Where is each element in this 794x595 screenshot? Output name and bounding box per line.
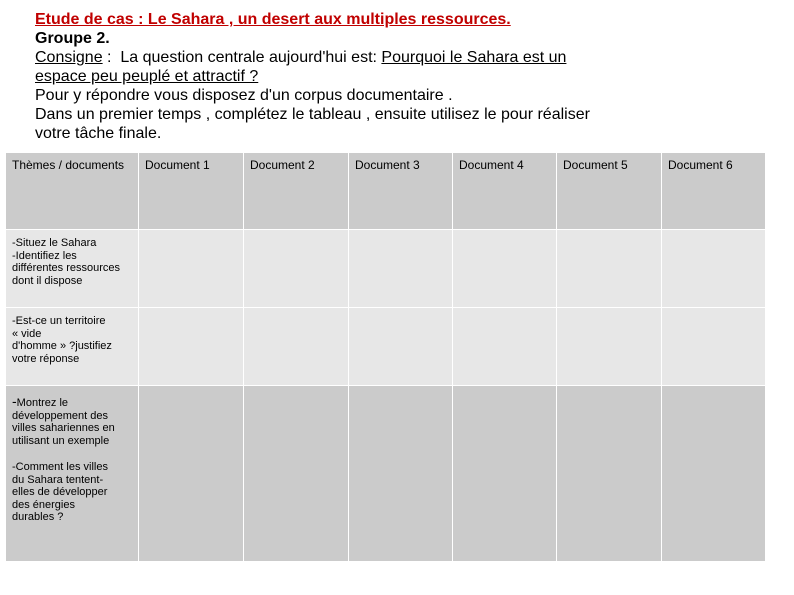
theme-line: durables ? — [12, 511, 64, 523]
document-title: Etude de cas : Le Sahara , un desert aux multiples ressources. — [35, 11, 511, 28]
task-instruction-2: votre tâche finale. — [35, 125, 162, 142]
table-row — [6, 308, 766, 386]
theme-line: -Identifiez les — [12, 249, 77, 262]
group-label: Groupe 2. — [35, 30, 110, 47]
column-header-document-6: Document 6 — [662, 153, 766, 230]
theme-cell-1 — [6, 230, 139, 308]
answer-cell[interactable] — [349, 230, 453, 308]
column-header-document-3: Document 3 — [349, 153, 453, 230]
answer-cell[interactable] — [349, 386, 453, 562]
theme-line: « vide — [12, 327, 42, 340]
consigne-separator: : La question centrale aujourd'hui est: — [102, 49, 382, 66]
answer-cell[interactable] — [349, 308, 453, 386]
answer-cell[interactable] — [139, 386, 244, 562]
theme-line: elles de développer — [12, 486, 108, 498]
answer-cell[interactable] — [453, 308, 557, 386]
answer-cell[interactable] — [244, 308, 349, 386]
column-header-document-4: Document 4 — [453, 153, 557, 230]
answer-cell[interactable] — [453, 386, 557, 562]
answer-cell[interactable] — [244, 386, 349, 562]
theme-line: des énergies — [12, 498, 75, 511]
theme-line: utilisant un exemple — [12, 434, 110, 447]
corpus-instruction: Pour y répondre vous disposez d'un corpus documentaire . — [35, 87, 453, 104]
answer-cell[interactable] — [453, 230, 557, 308]
theme-line: -Comment les villes — [12, 461, 108, 473]
answer-cell[interactable] — [244, 230, 349, 308]
theme-line — [12, 395, 132, 410]
corner-cell: Thèmes / documents — [6, 153, 139, 230]
answer-cell[interactable] — [139, 308, 244, 386]
document-header — [35, 10, 735, 143]
theme-line: développement des — [12, 409, 109, 422]
theme-line: d'homme » ?justifiez — [12, 340, 112, 352]
theme-line-start: Montrez le — [16, 397, 69, 409]
task-instruction-1: Dans un premier temps , complétez le tableau , ensuite utilisez le pour réaliser — [35, 106, 590, 123]
theme-line: villes sahariennes en — [12, 422, 115, 434]
theme-cell-3 — [6, 386, 139, 562]
answer-cell[interactable] — [139, 230, 244, 308]
theme-line: dont il dispose — [12, 274, 83, 287]
theme-line: différentes ressources — [12, 262, 121, 274]
column-header-document-2: Document 2 — [244, 153, 349, 230]
answer-cell[interactable] — [662, 230, 766, 308]
theme-line: votre réponse — [12, 352, 80, 365]
consigne-label: Consigne — [35, 49, 103, 66]
central-question-part1: Pourquoi le Sahara est un — [381, 49, 567, 66]
answer-cell[interactable] — [662, 386, 766, 562]
answer-cell[interactable] — [557, 308, 662, 386]
column-header-document-5: Document 5 — [557, 153, 662, 230]
answer-cell[interactable] — [557, 386, 662, 562]
table-row — [6, 230, 766, 308]
bullet-dash: - — [12, 393, 17, 409]
answer-cell[interactable] — [557, 230, 662, 308]
consigne-line — [35, 48, 735, 67]
answer-cell[interactable] — [662, 308, 766, 386]
theme-line: du Sahara tentent- — [12, 473, 104, 486]
theme-line: -Est-ce un territoire — [12, 315, 106, 327]
theme-line: -Situez le Sahara — [12, 237, 97, 249]
table-row — [6, 386, 766, 562]
table-header-row — [6, 153, 766, 230]
analysis-table — [5, 152, 766, 562]
column-header-document-1: Document 1 — [139, 153, 244, 230]
central-question-part2: espace peu peuplé et attractif ? — [35, 68, 259, 85]
theme-cell-2 — [6, 308, 139, 386]
